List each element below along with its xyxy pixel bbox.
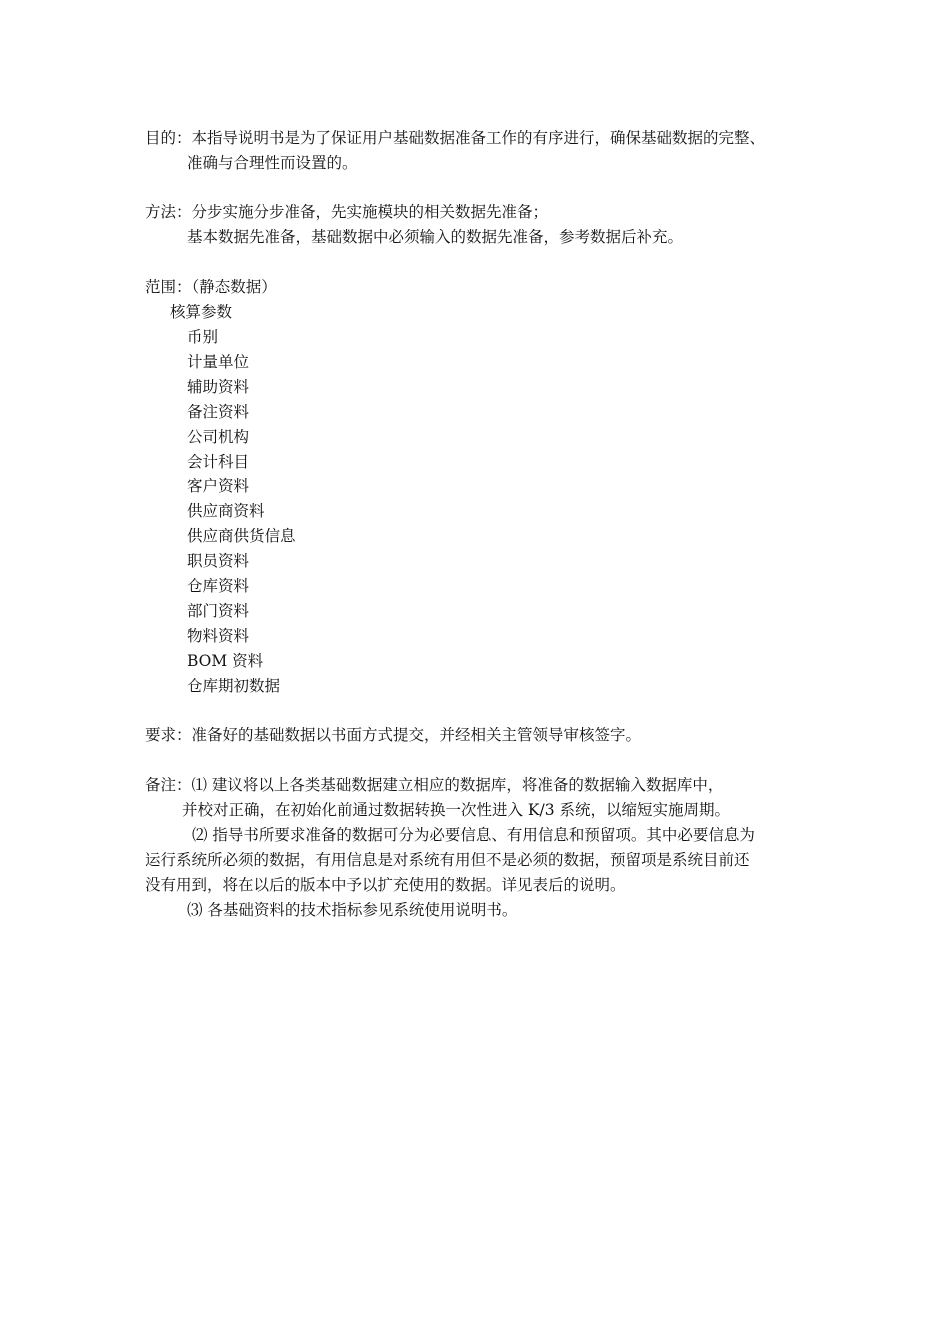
scope-item: 客户资料 [187, 477, 250, 495]
scope-item: BOM 资料 [187, 652, 264, 670]
purpose-line-2: 准确与合理性而设置的。 [187, 154, 358, 172]
scope-heading: 范围：（静态数据） [145, 278, 277, 296]
notes-line-5: 没有用到，将在以后的版本中予以扩充使用的数据。详见表后的说明。 [145, 876, 626, 894]
scope-item: 供应商资料 [187, 502, 265, 520]
method-line-1: 方法：分步实施分步准备，先实施模块的相关数据先准备； [145, 203, 549, 221]
scope-item: 辅助资料 [187, 378, 250, 396]
purpose-line-1: 目的：本指导说明书是为了保证用户基础数据准备工作的有序进行，确保基础数据的完整、 [145, 129, 766, 147]
method-line-2: 基本数据先准备，基础数据中必须输入的数据先准备，参考数据后补充。 [187, 228, 684, 246]
scope-item: 币别 [187, 328, 219, 346]
notes-line-6: ⑶ 各基础资料的技术指标参见系统使用说明书。 [187, 901, 518, 919]
scope-item: 物料资料 [187, 627, 250, 645]
scope-item: 公司机构 [187, 428, 250, 446]
scope-item: 仓库资料 [187, 577, 250, 595]
scope-item: 职员资料 [187, 552, 250, 570]
notes-line-2: 并校对正确，在初始化前通过数据转换一次性进入 K/3 系统，以缩短实施周期。 [182, 801, 731, 819]
scope-item: 备注资料 [187, 403, 250, 421]
notes-line-1: 备注：⑴ 建议将以上各类基础数据建立相应的数据库，将准备的数据输入数据库中， [145, 776, 724, 794]
notes-line-4: 运行系统所必须的数据，有用信息是对系统有用但不是必须的数据，预留项是系统目前还 [145, 851, 750, 869]
scope-item: 仓库期初数据 [187, 677, 281, 695]
scope-item: 部门资料 [187, 602, 250, 620]
scope-item: 会计科目 [187, 453, 250, 471]
notes-line-3: ⑵ 指导书所要求准备的数据可分为必要信息、有用信息和预留项。其中必要信息为 [192, 826, 755, 844]
scope-subheading: 核算参数 [170, 303, 233, 321]
scope-item: 供应商供货信息 [187, 527, 296, 545]
requirement-text: 要求：准备好的基础数据以书面方式提交，并经相关主管领导审核签字。 [145, 726, 642, 744]
scope-item: 计量单位 [187, 353, 250, 371]
